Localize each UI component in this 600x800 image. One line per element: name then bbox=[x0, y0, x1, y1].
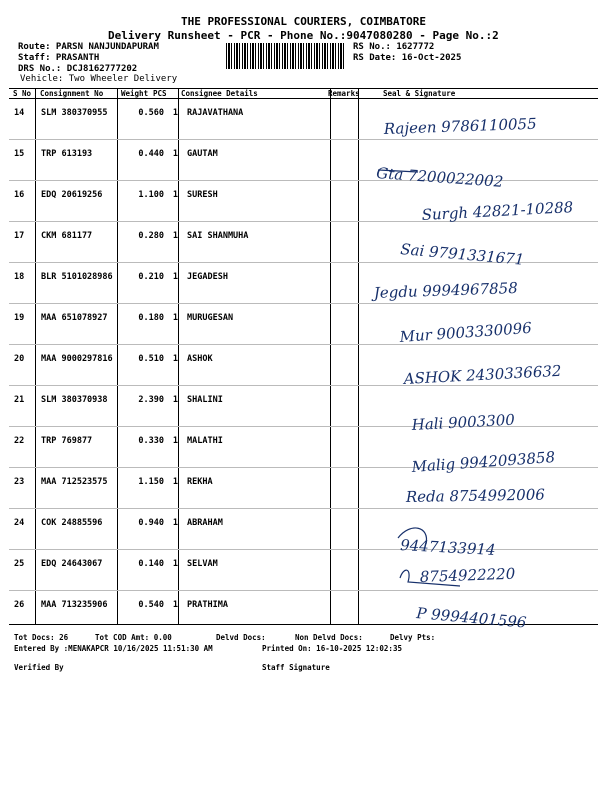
row-consignment: TRP 769877 bbox=[41, 436, 93, 446]
runsheet-subtitle: Delivery Runsheet - PCR - Phone No.:9047080280 - Page No.:2 bbox=[108, 29, 499, 42]
signature-row-17: Sai 9791331671 bbox=[399, 240, 525, 269]
row-consignment: MAA 712523575 bbox=[41, 477, 108, 487]
row-pcs: 1 bbox=[172, 395, 178, 405]
row-consignee: SELVAM bbox=[187, 559, 218, 569]
row-weight: 0.560 bbox=[138, 108, 164, 118]
col-weight: Weight bbox=[121, 89, 149, 98]
row-pcs: 1 bbox=[172, 313, 178, 323]
company-title: THE PROFESSIONAL COURIERS, COIMBATORE bbox=[181, 15, 427, 28]
printed-on: Printed On: 16-10-2025 12:02:35 bbox=[262, 644, 402, 653]
row-pcs: 1 bbox=[172, 272, 178, 282]
row-consignment: MAA 9000297816 bbox=[41, 354, 113, 364]
row-sno: 25 bbox=[14, 559, 25, 569]
vehicle-label: Vehicle: Two Wheeler Delivery bbox=[20, 74, 178, 84]
row-sno: 20 bbox=[14, 354, 25, 364]
row-consignee: SAI SHANMUHA bbox=[187, 231, 249, 241]
row-sno: 26 bbox=[14, 600, 25, 610]
drs-barcode bbox=[226, 43, 346, 69]
row-pcs: 1 bbox=[172, 436, 178, 446]
row-pcs: 1 bbox=[172, 231, 178, 241]
row-weight: 1.150 bbox=[138, 477, 164, 487]
row-pcs: 1 bbox=[172, 559, 178, 569]
signature-row-23: Reda 8754992006 bbox=[405, 485, 545, 506]
non-delivered-docs: Non Delvd Docs: bbox=[295, 633, 363, 642]
row-consignee: SURESH bbox=[187, 190, 218, 200]
row-consignee: PRATHIMA bbox=[187, 600, 228, 610]
row-sno: 19 bbox=[14, 313, 25, 323]
rs-number: RS No.: 1627772 bbox=[353, 42, 435, 52]
row-consignee: REKHA bbox=[187, 477, 213, 487]
row-pcs: 1 bbox=[172, 190, 178, 200]
col-seal: Seal & Signature bbox=[383, 89, 456, 98]
row-consignment: SLM 380370955 bbox=[41, 108, 108, 118]
row-consignee: ASHOK bbox=[187, 354, 213, 364]
row-consignee: GAUTAM bbox=[187, 149, 218, 159]
row-consignee: SHALINI bbox=[187, 395, 223, 405]
row-weight: 0.540 bbox=[138, 600, 164, 610]
row-weight: 1.100 bbox=[138, 190, 164, 200]
row-sno: 15 bbox=[14, 149, 25, 159]
handwritten-signatures bbox=[360, 98, 600, 632]
entered-by: Entered By :MENAKAPCR 10/16/2025 11:51:30 AM bbox=[14, 644, 213, 653]
route-label: Route: PARSN NANJUNDAPURAM bbox=[18, 42, 159, 52]
staff-label: Staff: PRASANTH bbox=[18, 53, 100, 63]
signature-row-14: Rajeen 9786110055 bbox=[383, 114, 537, 138]
row-weight: 0.510 bbox=[138, 354, 164, 364]
row-weight: 0.280 bbox=[138, 231, 164, 241]
col-sno: S No bbox=[13, 89, 32, 98]
rs-date: RS Date: 16-Oct-2025 bbox=[353, 53, 462, 63]
row-weight: 0.210 bbox=[138, 272, 164, 282]
signature-row-26: P 9994401596 bbox=[415, 604, 528, 632]
signature-row-18: Jegdu 9994967858 bbox=[373, 278, 519, 302]
row-consignment: EDQ 20619256 bbox=[41, 190, 103, 200]
total-cod: Tot COD Amt: 0.00 bbox=[95, 633, 172, 642]
signature-row-15: Gta 7200022002 bbox=[375, 164, 504, 191]
row-consignment: BLR 5101028986 bbox=[41, 272, 113, 282]
row-pcs: 1 bbox=[172, 518, 178, 528]
row-weight: 0.940 bbox=[138, 518, 164, 528]
row-weight: 0.440 bbox=[138, 149, 164, 159]
total-docs: Tot Docs: 26 bbox=[14, 633, 69, 642]
delivery-points: Delvy Pts: bbox=[390, 633, 436, 642]
row-consignee: RAJAVATHANA bbox=[187, 108, 244, 118]
row-sno: 22 bbox=[14, 436, 25, 446]
row-consignee: MALATHI bbox=[187, 436, 223, 446]
row-consignee: ABRAHAM bbox=[187, 518, 223, 528]
row-consignment: CKM 681177 bbox=[41, 231, 93, 241]
row-pcs: 1 bbox=[172, 108, 178, 118]
row-sno: 18 bbox=[14, 272, 25, 282]
row-consignment: EDQ 24643067 bbox=[41, 559, 103, 569]
signature-row-21: Hali 9003300 bbox=[411, 410, 516, 434]
row-pcs: 1 bbox=[172, 354, 178, 364]
col-remarks: Remarks bbox=[328, 89, 360, 98]
row-consignment: COK 24885596 bbox=[41, 518, 103, 528]
row-consignment: MAA 651078927 bbox=[41, 313, 108, 323]
row-sno: 17 bbox=[14, 231, 25, 241]
row-sno: 24 bbox=[14, 518, 25, 528]
row-weight: 0.140 bbox=[138, 559, 164, 569]
verified-by: Verified By bbox=[14, 663, 64, 672]
col-pcs: PCS bbox=[153, 89, 167, 98]
signature-row-19: Mur 9003330096 bbox=[399, 318, 533, 346]
staff-signature: Staff Signature bbox=[262, 663, 330, 672]
signature-row-16: Surgh 42821-10288 bbox=[421, 198, 574, 224]
row-consignment: MAA 713235906 bbox=[41, 600, 108, 610]
signature-row-25: 8754922220 bbox=[419, 564, 516, 586]
row-sno: 14 bbox=[14, 108, 25, 118]
row-pcs: 1 bbox=[172, 149, 178, 159]
row-consignment: SLM 380370938 bbox=[41, 395, 108, 405]
row-pcs: 1 bbox=[172, 600, 178, 610]
row-weight: 0.180 bbox=[138, 313, 164, 323]
row-consignee: MURUGESAN bbox=[187, 313, 234, 323]
delivered-docs: Delvd Docs: bbox=[216, 633, 266, 642]
row-consignee: JEGADESH bbox=[187, 272, 228, 282]
col-consignee: Consignee Details bbox=[181, 89, 258, 98]
col-consignment: Consignment No bbox=[40, 89, 104, 98]
row-consignment: TRP 613193 bbox=[41, 149, 93, 159]
row-weight: 0.330 bbox=[138, 436, 164, 446]
row-pcs: 1 bbox=[172, 477, 178, 487]
row-sno: 23 bbox=[14, 477, 25, 487]
row-sno: 16 bbox=[14, 190, 25, 200]
signature-row-24: 9447133914 bbox=[399, 536, 497, 559]
drs-label: DRS No.: DCJ8162777202 bbox=[18, 64, 138, 74]
signature-row-22: Malig 9942093858 bbox=[411, 448, 556, 476]
row-sno: 21 bbox=[14, 395, 25, 405]
signature-row-20: ASHOK 2430336632 bbox=[403, 361, 562, 388]
row-weight: 2.390 bbox=[138, 395, 164, 405]
